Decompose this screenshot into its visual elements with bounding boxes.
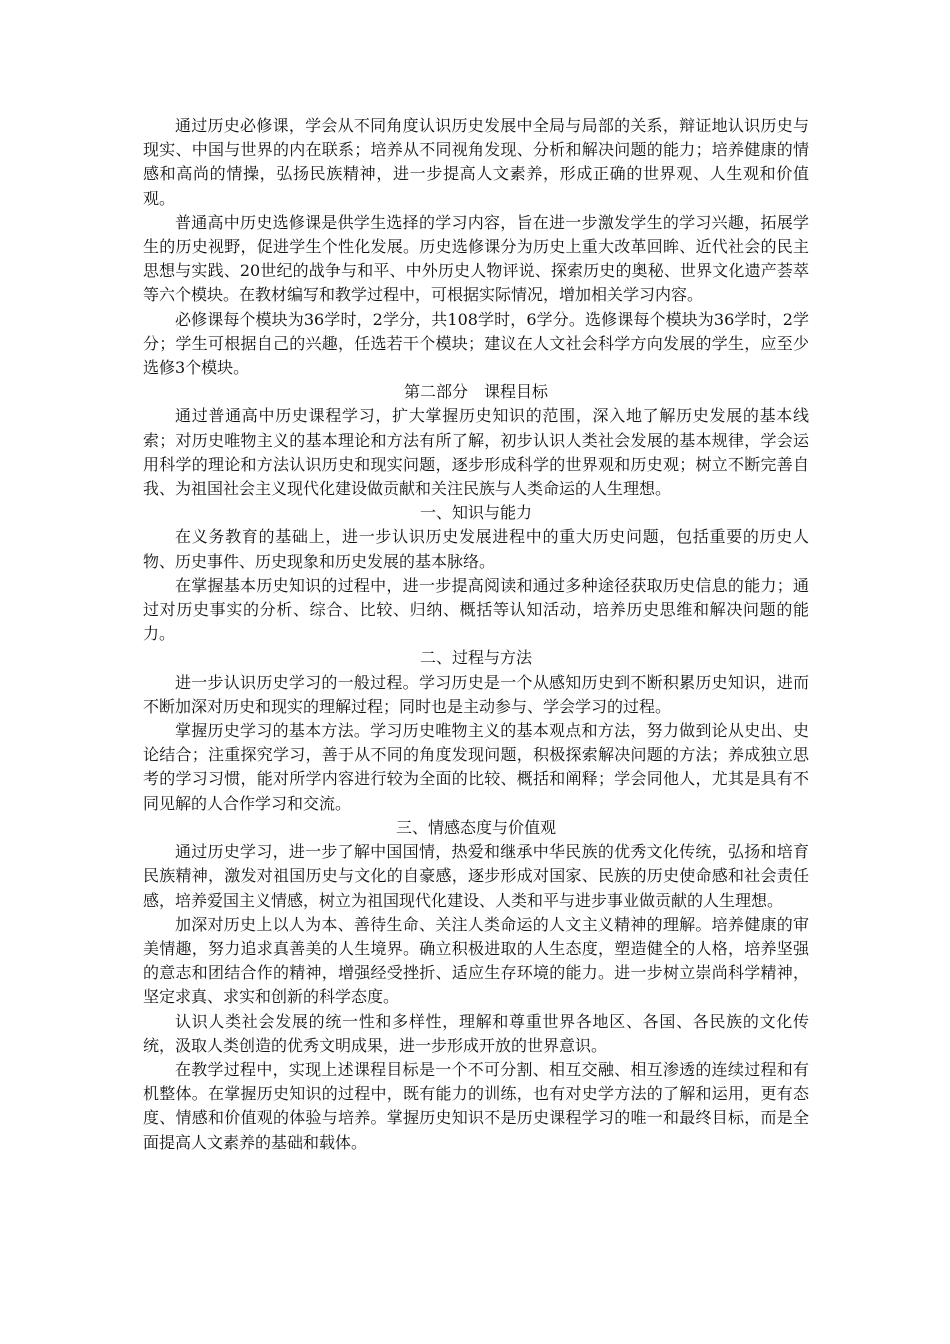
- intro-paragraph-2: 普通高中历史选修课是供学生选择的学习内容，旨在进一步激发学生的学习兴趣，拓展学生的历史视野，促进学生个性化发展。历史选修课分为历史上重大改革回眸、近代社会的民主思想与实践、20世纪的战争与和平、中外历史人物评说、探索历史的奥秘、世界文化遗产荟萃等六个模块。在教材编写和教学过程中，可根据实际情况，增加相关学习内容。: [143, 212, 809, 305]
- section3-paragraph-4: 在教学过程中，实现上述课程目标是一个不可分割、相互交融、相互渗透的连续过程和有机整体。在掌握历史知识的过程中，既有能力的训练，也有对史学方法的了解和运用，更有态度、情感和价值观的体验与培养。掌握历史知识不是历史课程学习的唯一和最终目标，而是全面提高人文素养的基础和载体。: [143, 1059, 809, 1152]
- section1-paragraph-1: 在义务教育的基础上，进一步认识历史发展进程中的重大历史问题，包括重要的历史人物、历史事件、历史现象和历史发展的基本脉络。: [143, 527, 809, 571]
- section2-paragraph-2: 掌握历史学习的基本方法。学习历史唯物主义的基本观点和方法，努力做到论从史出、史论结合；注重探究学习，善于从不同的角度发现问题，积极探索解决问题的方法；养成独立思考的学习习惯，能对所学内容进行较为全面的比较、概括和阐释；学会同他人，尤其是具有不同见解的人合作学习和交流。: [143, 721, 809, 813]
- document-page: [143, 114, 809, 1155]
- section2-paragraph-1: 进一步认识历史学习的一般过程。学习历史是一个从感知历史到不断积累历史知识，进而不断加深对历史和现实的理解过程；同时也是主动参与、学会学习的过程。: [143, 672, 809, 716]
- intro-paragraph-1: 通过历史必修课，学会从不同角度认识历史发展中全局与局部的关系，辩证地认识历史与现实、中国与世界的内在联系；培养从不同视角发现、分析和解决问题的能力；培养健康的情感和高尚的情操，弘扬民族精神，进一步提高人文素养，形成正确的世界观、人生观和价值观。: [143, 116, 809, 208]
- part2-intro-paragraph: 通过普通高中历史课程学习，扩大掌握历史知识的范围，深入地了解历史发展的基本线索；对历史唯物主义的基本理论和方法有所了解，初步认识人类社会发展的基本规律，学会运用科学的理论和方法认识历史和现实问题，逐步形成科学的世界观和历史观；树立不断完善自我、为祖国社会主义现代化建设做贡献和关注民族与人类命运的人生理想。: [143, 406, 809, 499]
- intro-paragraph-3: 必修课每个模块为36学时，2学分，共108学时，6学分。选修课每个模块为36学时，2学分；学生可根据自己的兴趣，任选若干个模块；建议在人文社会科学方向发展的学生，应至少选修3个模块。: [143, 309, 809, 378]
- section1-paragraph-2: 在掌握基本历史知识的过程中，进一步提高阅读和通过多种途径获取历史信息的能力；通过对历史事实的分析、综合、比较、归纳、概括等认知活动，培养历史思维和解决问题的能力。: [143, 575, 809, 644]
- section3-paragraph-1: 通过历史学习，进一步了解中国国情，热爱和继承中华民族的优秀文化传统，弘扬和培育民族精神，激发对祖国历史与文化的自豪感，逐步形成对国家、民族的历史使命感和社会责任感，培养爱国主义情感，树立为祖国现代化建设、人类和平与进步事业做贡献的人生理想。: [143, 842, 809, 910]
- section3-paragraph-2: 加深对历史上以人为本、善待生命、关注人类命运的人文主义精神的理解。培养健康的审美情趣，努力追求真善美的人生境界。确立积极进取的人生态度，塑造健全的人格，培养坚强的意志和团结合作的精神，增强经受挫折、适应生存环境的能力。进一步树立崇尚科学精神，坚定求真、求实和创新的科学态度。: [143, 914, 809, 1007]
- section3-paragraph-3: 认识人类社会发展的统一性和多样性，理解和尊重世界各地区、各国、各民族的文化传统，汲取人类创造的优秀文明成果，进一步形成开放的世界意识。: [143, 1011, 809, 1055]
- section2-heading: 二、过程与方法: [419, 648, 532, 668]
- section3-heading: 三、情感态度与价值观: [395, 817, 556, 837]
- section1-heading: 一、知识与能力: [419, 503, 532, 523]
- part2-heading: 第二部分 课程目标: [403, 382, 548, 402]
